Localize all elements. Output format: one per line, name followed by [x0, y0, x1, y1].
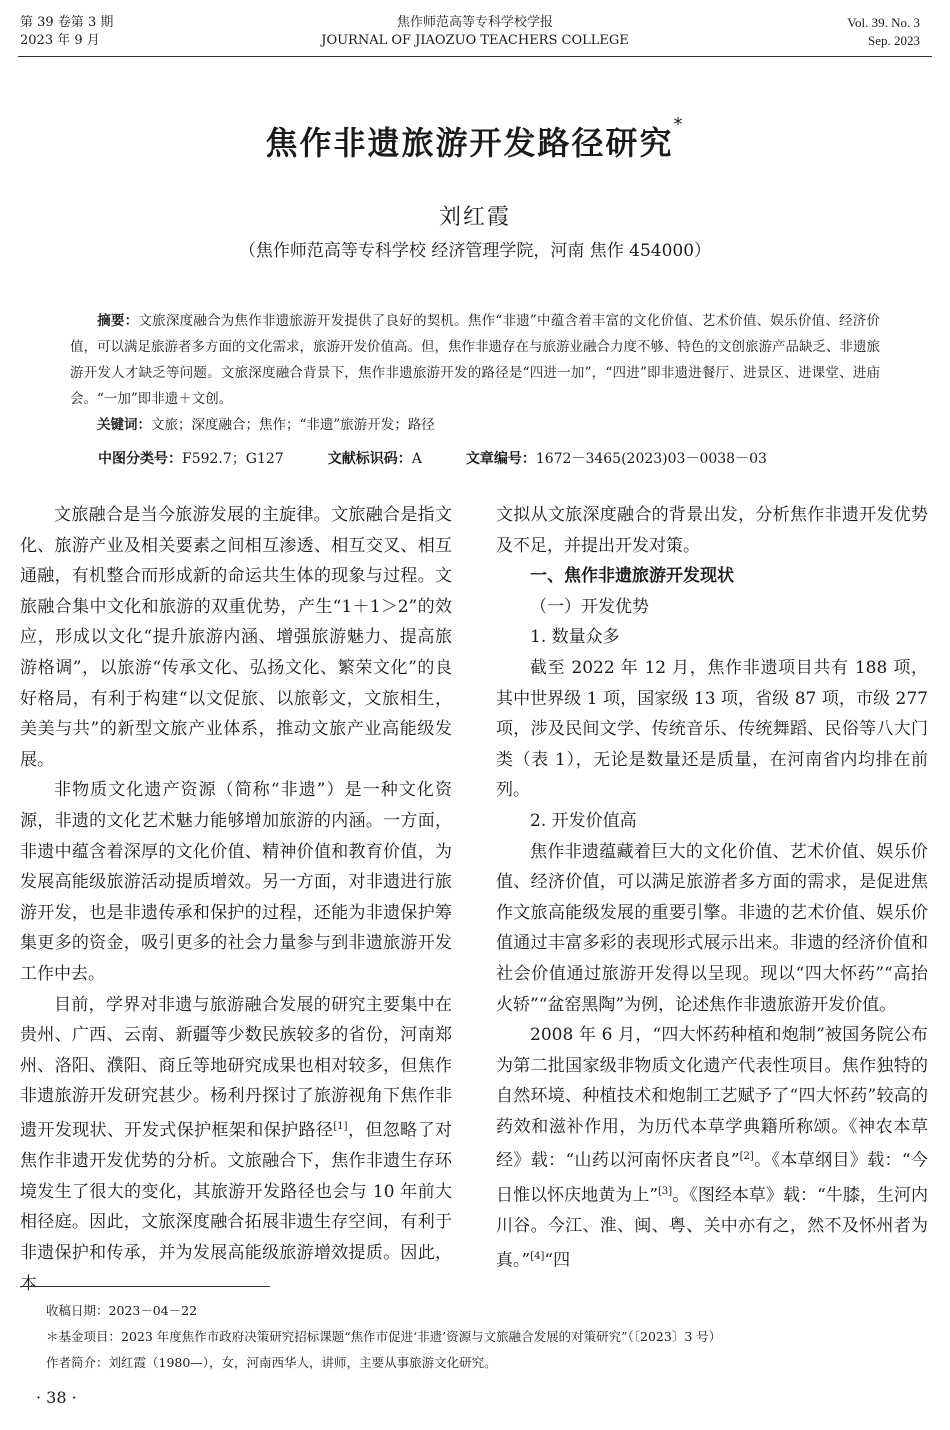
volume-issue-en: Vol. 39. No. 3 [847, 15, 920, 30]
volume-issue: 第 39 卷第 3 期 [20, 15, 114, 30]
article-number: 文章编号：1672－3465(2023)03－0038－03 [465, 451, 767, 467]
document-code: 文献标识码：A [327, 451, 422, 467]
page-number: · 38 · [36, 1388, 77, 1407]
fund-note: ＊基金项目：2023 年度焦作市政府决策研究招标课题“焦作市促进‘非遗’资源与文旅融合发展的对策研究”（〔2023〕3 号） [46, 1329, 722, 1344]
issue-date: 2023 年 9 月 [20, 33, 100, 48]
header-center [0, 14, 950, 50]
journal-name-en: JOURNAL OF JIAOZUO TEACHERS COLLEGE [321, 33, 629, 48]
journal-name-cn: 焦作师范高等专科学校学报 [396, 15, 553, 30]
abstract-label: 摘要： [97, 313, 139, 329]
author-bio: 作者简介：刘红霞（1980—），女，河南西华人，讲师，主要从事旅游文化研究。 [46, 1355, 497, 1370]
abstract-block [70, 308, 880, 438]
subsubsection-heading: 1. 数量众多 [530, 627, 620, 648]
subsection-heading: （一）开发优势 [530, 596, 649, 617]
paragraph: 文旅融合是当今旅游发展的主旋律。文旅融合是指文化、旅游产业及相关要素之间相互渗透、相互交叉、相互通融，有机整合而形成新的命运共生体的现象与过程。文旅融合集中文化和旅游的双重优势，产生“1＋1＞2”的效应，形成以文化“提升旅游内涵、增强旅游魅力、提高旅游格调”，以旅游“传承文化、弘扬文化、繁荣文化”的良好格局，有利于构建“以文促旅、以旅彰文，文旅相生，美美与共”的新型文旅产业体系，推动文旅产业高能级发展。 [20, 505, 452, 770]
abstract [70, 308, 880, 412]
clc-number: 中图分类号：F592.7；G127 [98, 451, 284, 467]
paragraph: 焦作非遗蕴藏着巨大的文化价值、艺术价值、娱乐价值、经济价值，可以满足旅游者多方面的需求，是促进焦作文旅高能级发展的重要引擎。非遗的艺术价值、娱乐价值通过丰富多彩的表现形式展示出来。非遗的经济价值和社会价值通过旅游开发得以呈现。现以“四大怀药”“高抬火轿”“盆窑黑陶”为例，论述焦作非遗旅游开发价值。 [496, 841, 928, 1015]
citation-ref: [2] [739, 1151, 754, 1163]
paper-title: 焦作非遗旅游开发路径研究* [265, 114, 685, 162]
journal-header [0, 14, 950, 56]
paragraph: 目前，学界对非遗与旅游融合发展的研究主要集中在贵州、广西、云南、新疆等少数民族较多的省份，河南郑州、洛阳、濮阳、商丘等地研究成果也相对较多，但焦作非遗旅游开发研究甚少。杨利丹探讨了旅游视角下焦作非遗开发现状、开发式保护框架和保护路径[1]，但忽略了对焦作非遗开发优势的分析。文旅融合下，焦作非遗生存环境发生了很大的变化，其旅游开发路径也会与 10 年前大相径庭。因此，文旅深度融合拓展非遗生存空间，有利于非遗保护和传承，并为发展高能级旅游增效提质。因此，本 [20, 994, 453, 1294]
header-right [847, 14, 920, 50]
section-heading: 一、焦作非遗旅游开发现状 [530, 566, 734, 587]
paragraph: 文拟从文旅深度融合的背景出发，分析焦作非遗开发优势及不足，并提出开发对策。 [496, 505, 928, 556]
citation-ref: [1] [333, 1120, 348, 1132]
author-name: 刘红霞 [438, 205, 511, 230]
paragraph: 截至 2022 年 12 月，焦作非遗项目共有 188 项，其中世界级 1 项，国家级 13 项，省级 87 项，市级 277 项，涉及民间文学、传统音乐、传统舞蹈、民俗等八大门类（表 1），无论是数量还是质量，在河南省内均排在前列。 [496, 657, 928, 801]
paragraph: 2008 年 6 月，“四大怀药种植和炮制”被国务院公布为第二批国家级非物质文化遗产代表性项目。焦作独特的自然环境、种植技术和炮制工艺赋予了“四大怀药”较高的药效和滋补作用，为历代本草学典籍所称颂。《神农本草经》载：“山药以河南怀庆者良”[2]。《本草纲目》载：“今日惟以怀庆地黄为上”[3]。《图经本草》载：“牛膝，生河内川谷。今江、淮、闽、粤、关中亦有之，然不及怀州者为真。”[4]“四 [496, 1025, 928, 1271]
keywords-text: 文旅；深度融合；焦作；“非遗”旅游开发；路径 [151, 417, 435, 433]
title-footnote-mark: * [673, 114, 685, 135]
classification-meta [70, 448, 880, 468]
subsubsection-heading: 2. 开发价值高 [530, 810, 637, 831]
footnotes [46, 1298, 926, 1376]
issue-date-en: Sep. 2023 [868, 33, 920, 48]
citation-ref: [4] [530, 1250, 545, 1262]
keywords [70, 412, 880, 438]
keywords-label: 关键词： [97, 417, 151, 433]
footnote-rule [20, 1286, 270, 1287]
abstract-text: 文旅深度融合为焦作非遗旅游开发提供了良好的契机。焦作“非遗”中蕴含着丰富的文化价值、艺术价值、娱乐价值、经济价值，可以满足旅游者多方面的文化需求，旅游开发价值高。但，焦作非遗存在与旅游业融合力度不够、特色的文创旅游产品缺乏、非遗旅游开发人才缺乏等问题。文旅深度融合背景下，焦作非遗旅游开发的路径是“四进一加”，“四进”即非遗进餐厅、进景区、进课堂、进庙会。“一加”即非遗＋文创。 [70, 313, 881, 407]
received-date: 收稿日期：2023－04－22 [46, 1303, 198, 1318]
author-affiliation: （焦作师范高等专科学校 经济管理学院，河南 焦作 454000） [238, 241, 712, 261]
citation-ref: [3] [658, 1185, 673, 1197]
paragraph: 非物质文化遗产资源（简称“非遗”）是一种文化资源，非遗的文化艺术魅力能够增加旅游的内涵。一方面，非遗中蕴含着深厚的文化价值、精神价值和教育价值，为发展高能级旅游活动提质增效。另一方面，对非遗进行旅游开发，也是非遗传承和保护的过程，还能为非遗保护筹集更多的资金，吸引更多的社会力量参与到非遗旅游开发工作中去。 [20, 780, 452, 984]
body-column-left [20, 500, 452, 1299]
body-column-right [496, 500, 928, 1276]
header-rule [18, 56, 932, 57]
